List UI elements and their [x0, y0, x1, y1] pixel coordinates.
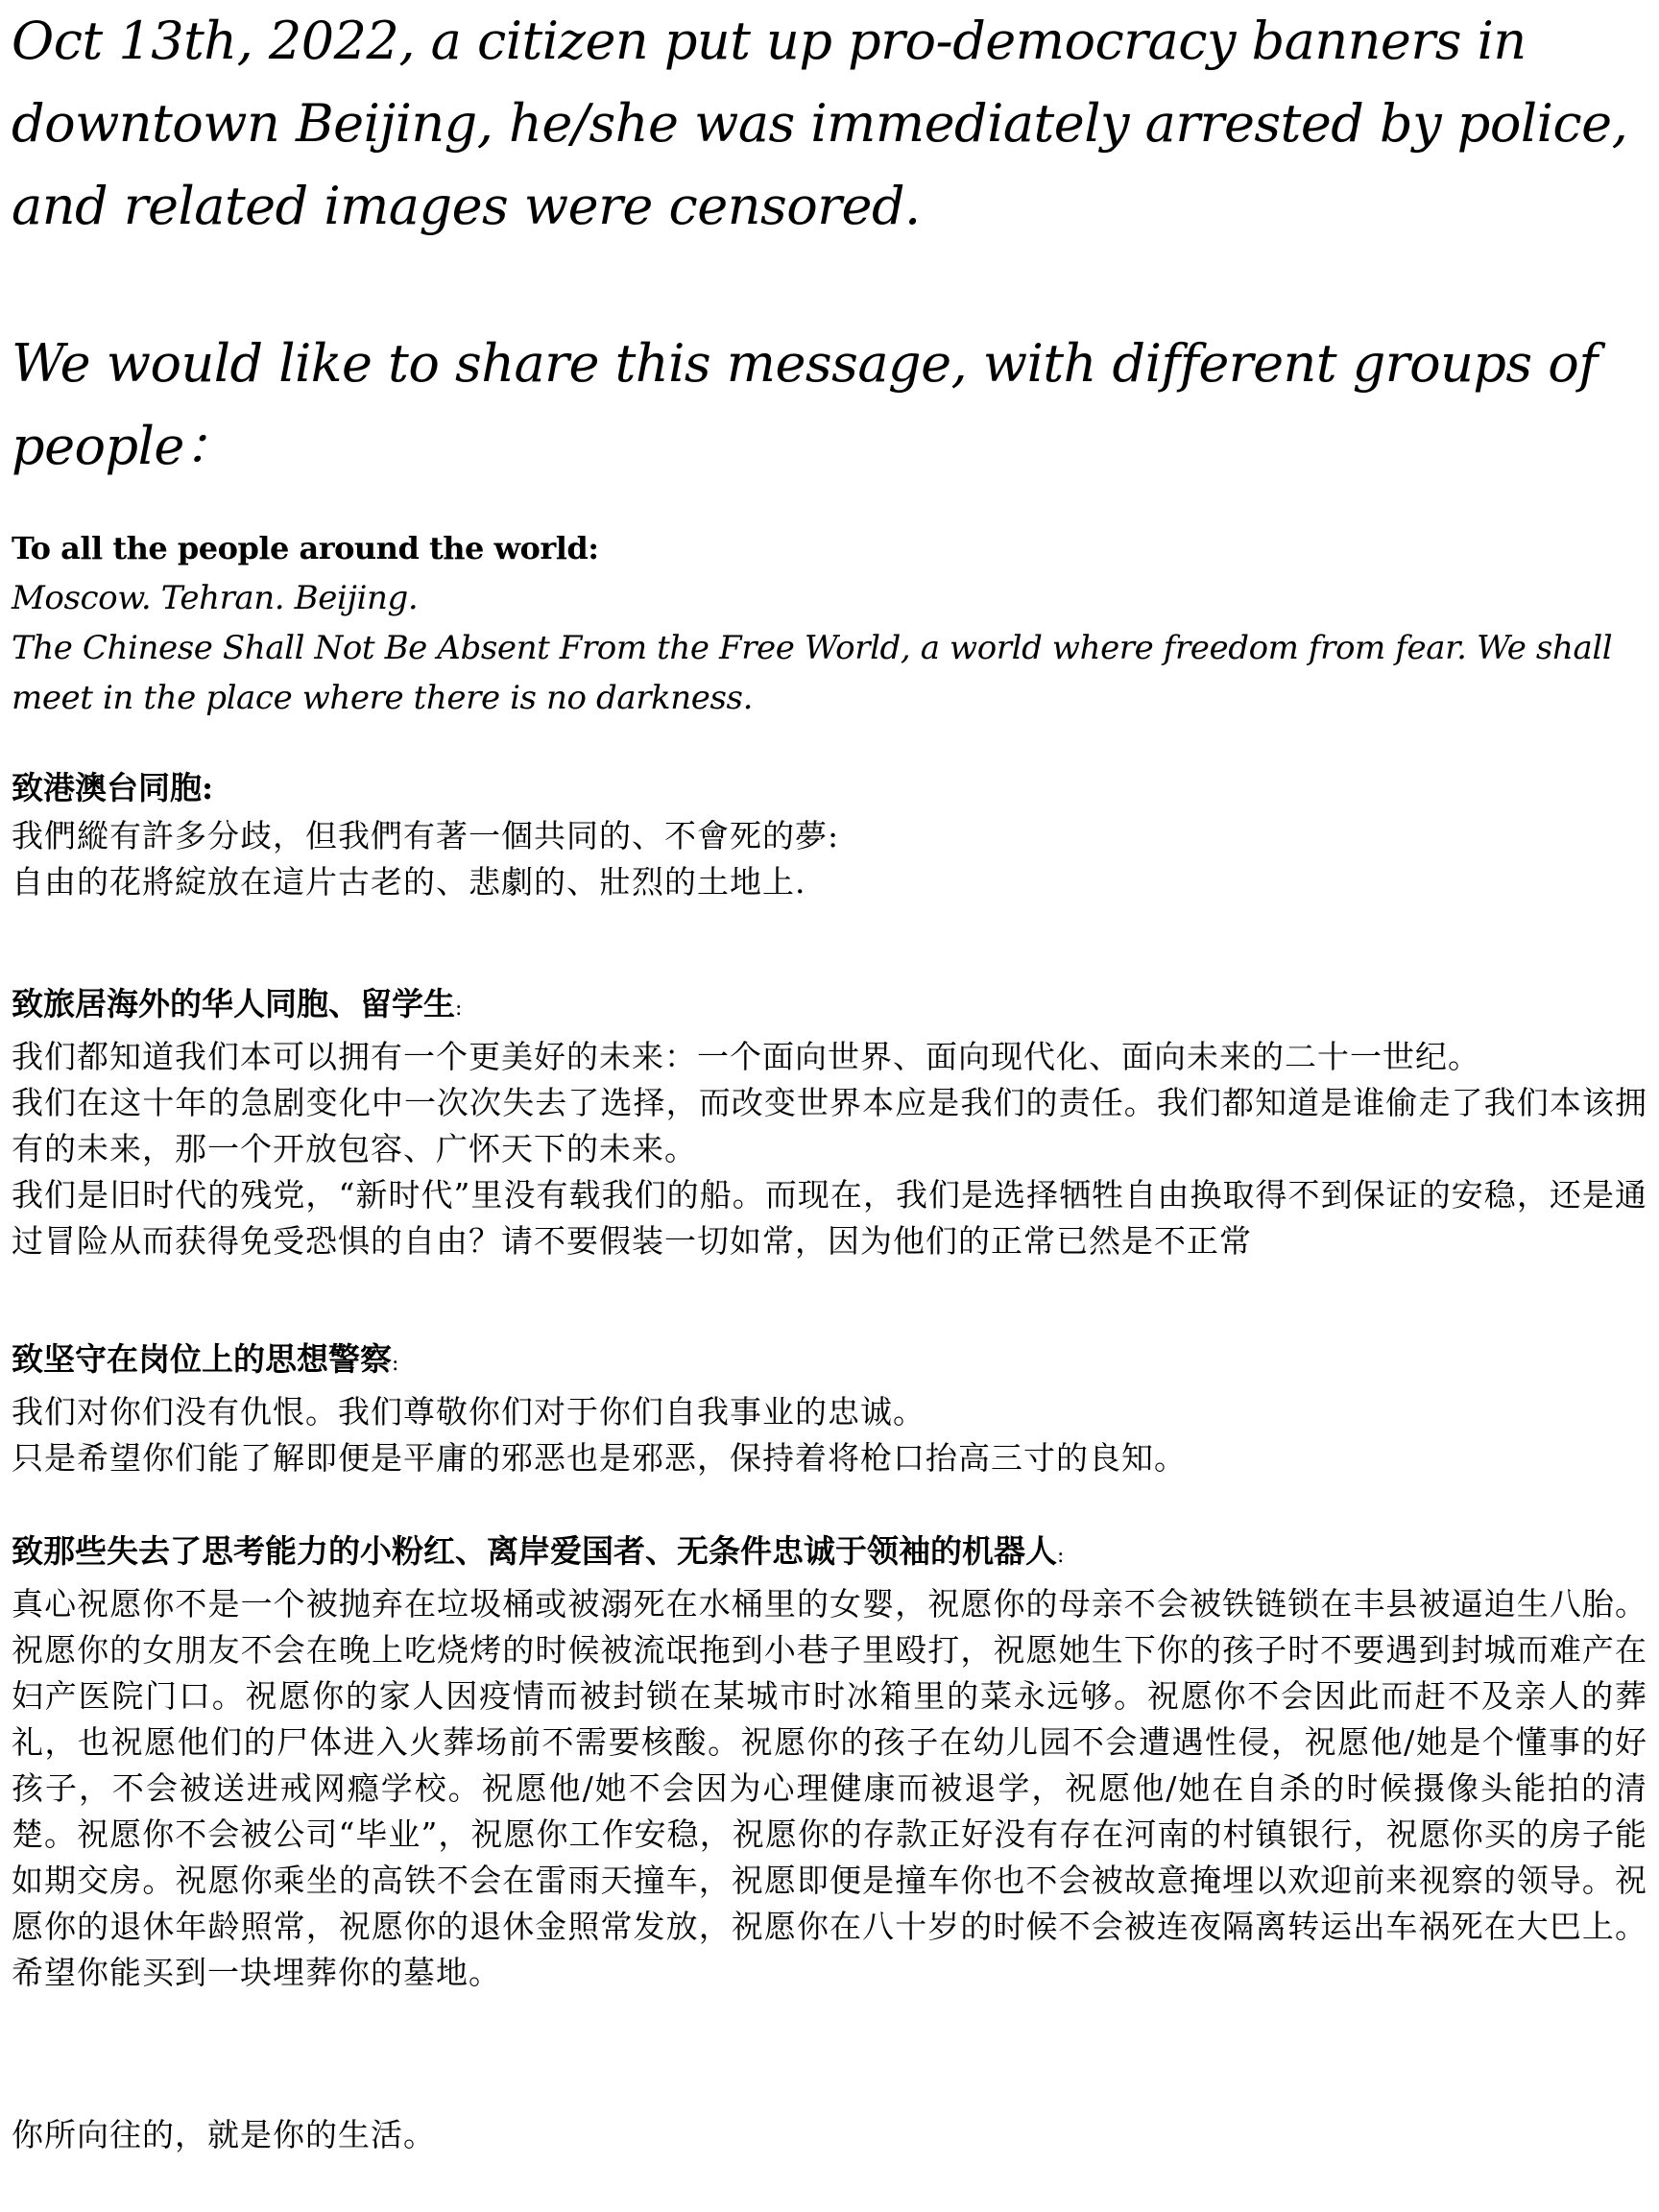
section-overseas	[12, 979, 1647, 1264]
section-police-heading-colon: :	[392, 1352, 399, 1376]
section-world-heading: To all the people around the world:	[12, 530, 599, 566]
section-hk-line-1: 我們縱有許多分歧，但我們有著一個共同的、不會死的夢:	[12, 817, 840, 854]
section-overseas-line-1: 我们都知道我们本可以拥有一个更美好的未来：一个面向世界、面向现代化、面向未来的二十一世纪。	[12, 1038, 1480, 1075]
section-police-heading	[12, 1334, 1647, 1389]
section-overseas-heading-colon: :	[455, 997, 463, 1021]
section-patriots	[12, 1527, 1647, 1996]
section-overseas-heading-text: 致旅居海外的华人同胞、留学生	[12, 985, 455, 1022]
intro-paragraph-arrest: Oct 13th, 2022, a citizen put up pro-democracy banners in downtown Beijing, he/she was immediately arrested by police, and related images were censored.	[12, 11, 1628, 236]
section-patriots-heading-text: 致那些失去了思考能力的小粉红、离岸爱国者、无条件忠诚于领袖的机器人	[12, 1532, 1057, 1570]
closing-line: 你所向往的，就是你的生活。	[12, 2116, 436, 2153]
section-overseas-line-2: 我们在这十年的急剧变化中一次次失去了选择，而改变世界本应是我们的责任。我们都知道是谁偷走了我们本该拥有的未来，那一个开放包容、广怀天下的未来。	[12, 1084, 1647, 1167]
document-page	[12, 0, 1647, 2153]
section-police-heading-text: 致坚守在岗位上的思想警察	[12, 1340, 392, 1378]
section-world-cities: Moscow. Tehran. Beijing.	[12, 579, 419, 617]
section-police	[12, 1334, 1647, 1481]
section-patriots-heading	[12, 1527, 1647, 1581]
section-police-line-2: 只是希望你们能了解即便是平庸的邪恶也是邪恶，保持着将枪口抬高三寸的良知。	[12, 1439, 1187, 1477]
section-closing	[12, 2112, 1647, 2158]
intro-paragraph-share: We would like to share this message, with different groups of people：	[12, 333, 1598, 476]
section-hk-line-2: 自由的花將綻放在這片古老的、悲劇的、壯烈的土地上.	[12, 863, 806, 901]
section-hk-heading: 致港澳台同胞:	[12, 769, 214, 806]
section-patriots-body: 真心祝愿你不是一个被抛弃在垃圾桶或被溺死在水桶里的女婴，祝愿你的母亲不会被铁链锁在丰县被逼迫生八胎。祝愿你的女朋友不会在晚上吃烧烤的时候被流氓拖到小巷子里殴打，祝愿她生下你的孩子时不要遇到封城而难产在妇产医院门口。祝愿你的家人因疫情而被封锁在某城市时冰箱里的菜永远够。祝愿你不会因此而赶不及亲人的葬礼，也祝愿他们的尸体进入火葬场前不需要核酸。祝愿你的孩子在幼儿园不会遭遇性侵，祝愿他/她是个懂事的好孩子，不会被送进戒网瘾学校。祝愿他/她不会因为心理健康而被退学，祝愿他/她在自杀的时候摄像头能拍的清楚。祝愿你不会被公司“毕业”，祝愿你工作安稳，祝愿你的存款正好没有存在河南的村镇银行，祝愿你买的房子能如期交房。祝愿你乘坐的高铁不会在雷雨天撞车，祝愿即便是撞车你也不会被故意掩埋以欢迎前来视察的领导。祝愿你的退休年龄照常，祝愿你的退休金照常发放，祝愿你在八十岁的时候不会被连夜隔离转运出车祸死在大巴上。希望你能买到一块埋葬你的墓地。	[12, 1585, 1647, 1991]
section-overseas-heading	[12, 979, 1647, 1034]
section-world	[12, 523, 1647, 723]
section-hk	[12, 763, 1647, 905]
section-overseas-line-3: 我们是旧时代的残党，“新时代”里没有载我们的船。而现在，我们是选择牺牲自由换取得不到保证的安稳，还是通过冒险从而获得免受恐惧的自由？请不要假装一切如常，因为他们的正常已然是不正常	[12, 1176, 1647, 1260]
section-police-line-1: 我们对你们没有仇恨。我们尊敬你们对于你们自我事业的忠诚。	[12, 1393, 926, 1431]
section-patriots-heading-colon: :	[1057, 1544, 1065, 1568]
section-world-message: The Chinese Shall Not Be Absent From the Free World, a world where freedom from fear. We shall meet in the place where there is no darkness.	[12, 629, 1613, 717]
